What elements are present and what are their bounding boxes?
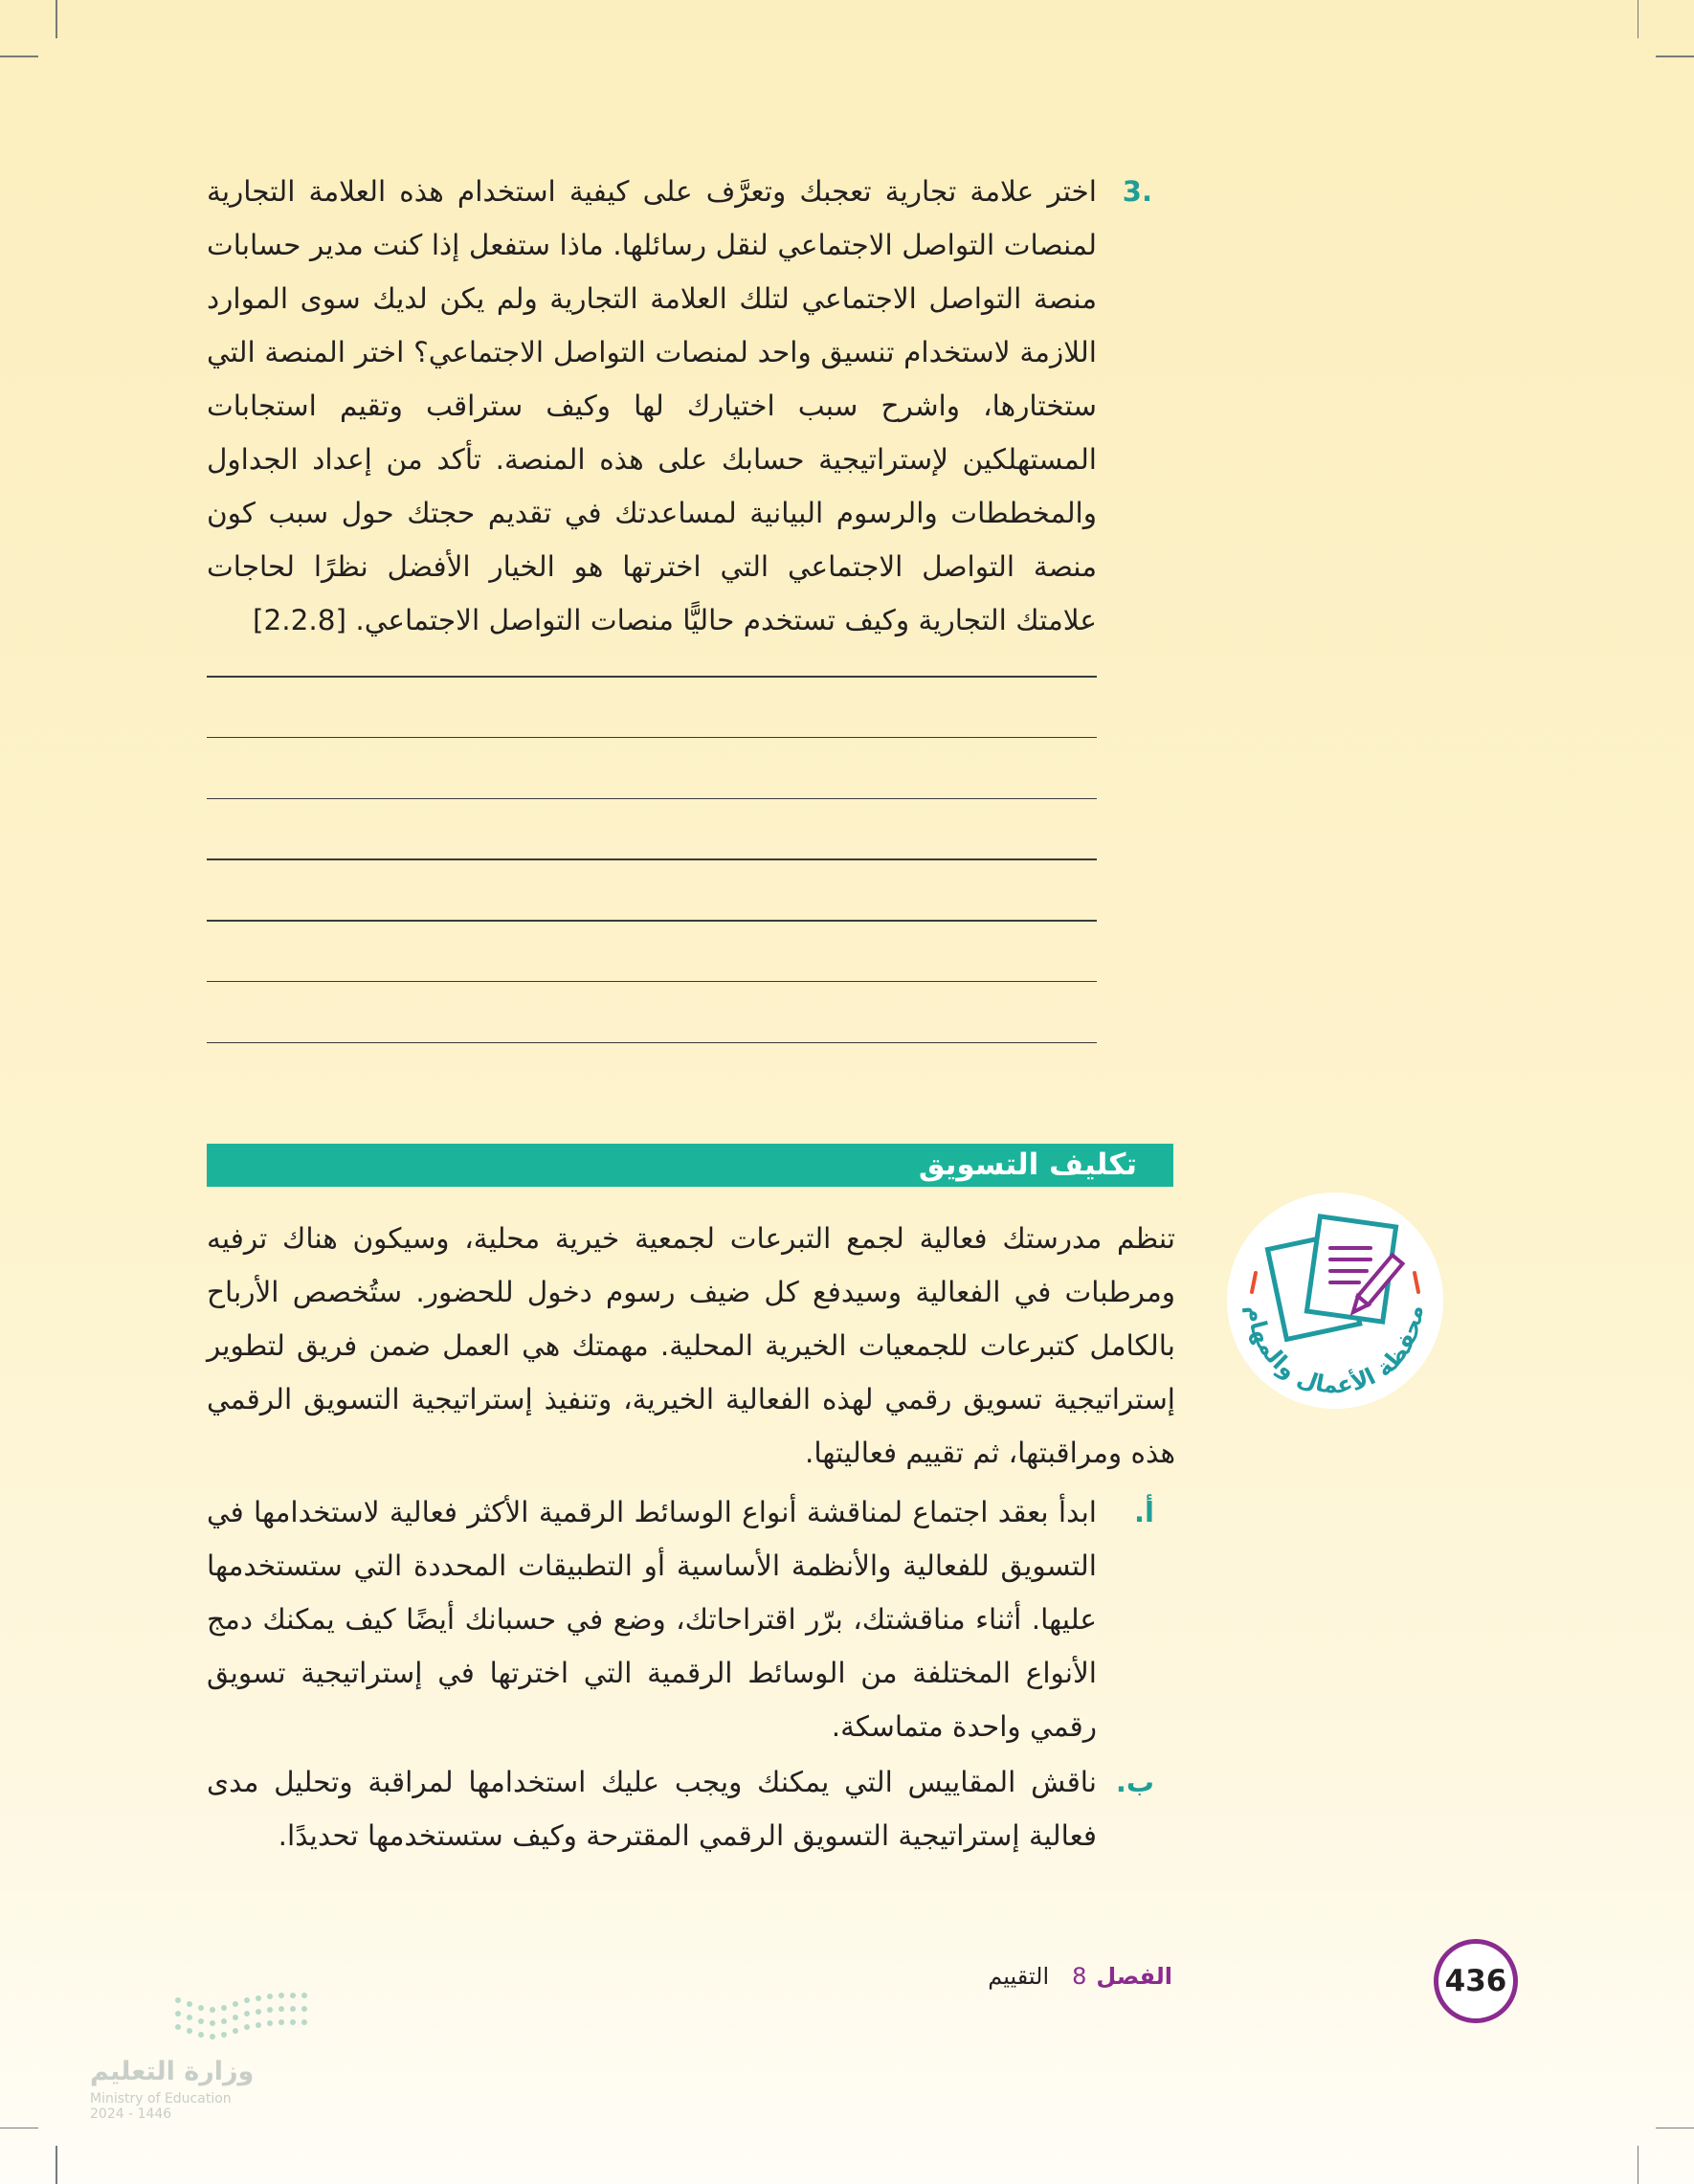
- question-number: .3: [1122, 175, 1152, 208]
- ministry-dots-icon: [98, 1991, 327, 2048]
- crop-mark: [1638, 0, 1639, 38]
- item-text: ابدأ بعقد اجتماع لمناقشة أنواع الوسائط الرقمية الأكثر فعالية لاستخدامها في التسويق للفعالية والأنظمة الأساسية أو التطبيقات المحددة التي ستستخدمها عليها. أثناء مناقشتك، برّر اقتراحاتك، وضع في حسبانك أيضًا كيف يمكنك دمج الأنواع المختلفة من الوسائط الرقمية التي اخترتها في إستراتيجية تسويق رقمي واحدة متماسكة.: [207, 1496, 1097, 1743]
- portfolio-icon: [1227, 1192, 1443, 1409]
- crop-mark: [1656, 56, 1694, 57]
- item-text: ناقش المقاييس التي يمكنك ويجب عليك استخدامها لمراقبة وتحليل مدى فعالية إستراتيجية التسويق الرقمي المقترحة وكيف ستستخدمها تحديدًا.: [207, 1766, 1097, 1852]
- question-3: [207, 165, 1152, 647]
- question-text: اختر علامة تجارية تعجبك وتعرَّف على كيفية استخدام هذه العلامة التجارية لمنصات التواصل الاجتماعي لنقل رسائلها. ماذا ستفعل إذا كنت مدير حسابات منصة التواصل الاجتماعي لتلك العلامة التجارية ولم يكن لديك سوى الموارد اللازمة لاستخدام تنسيق واحد لمنصات التواصل الاجتماعي؟ اختر المنصة التي ستختارها، واشرح سبب اختيارك لها وكيف ستراقب وتقيم استجابات المستهلكين لإستراتيجية حسابك على هذه المنصة. تأكد من إعداد الجداول والمخططات والرسوم البيانية لمساعدتك في تقديم حجتك حول سبب كون منصة التواصل الاجتماعي التي اخترتها هو الخيار الأفضل نظرًا لحاجات علامتك التجارية وكيف تستخدم حاليًّا منصات التواصل الاجتماعي. [2.2.8]: [207, 175, 1097, 636]
- item-letter: ب.: [1115, 1766, 1154, 1798]
- section-header: [207, 1144, 1173, 1187]
- crop-mark: [56, 2146, 57, 2184]
- task-item: [207, 1485, 1154, 1753]
- item-letter: أ.: [1134, 1496, 1154, 1528]
- crop-mark: [1638, 2146, 1639, 2184]
- answer-line[interactable]: [207, 676, 1097, 678]
- crop-mark: [56, 0, 57, 38]
- answer-line[interactable]: [207, 737, 1097, 739]
- ministry-logo: [88, 1991, 327, 2134]
- chapter-label: [988, 1960, 1172, 1993]
- task-item: [207, 1755, 1154, 1862]
- ministry-year: 2024 - 1446: [90, 2106, 172, 2122]
- answer-lines[interactable]: [207, 676, 1097, 1103]
- ministry-name: وزارة التعليم: [90, 2057, 255, 2086]
- section-title: تكليف التسويق: [918, 1148, 1137, 1182]
- crop-mark: [1656, 2128, 1694, 2129]
- crop-mark: [0, 2128, 38, 2129]
- chapter-title: التقييم: [988, 1963, 1050, 1990]
- portfolio-badge: [1227, 1192, 1443, 1409]
- answer-line[interactable]: [207, 858, 1097, 860]
- badge-label: محفظة الأعمال والمهام: [1241, 1304, 1429, 1399]
- assignment-intro: تنظم مدرستك فعالية لجمع التبرعات لجمعية خيرية محلية، وسيكون هناك ترفيه ومرطبات في الفعالية وسيدفع كل ضيف رسوم دخول للحضور. ستُخصص الأرباح بالكامل كتبرعات للجمعيات الخيرية المحلية. مهمتك هي العمل ضمن فريق لتطوير إستراتيجية تسويق رقمي لهذه الفعالية الخيرية، وتنفيذ إستراتيجية التسويق الرقمي هذه ومراقبتها، ثم تقييم فعاليتها.: [207, 1222, 1175, 1469]
- answer-line[interactable]: [207, 798, 1097, 800]
- crop-mark: [0, 56, 38, 57]
- answer-line[interactable]: [207, 981, 1097, 983]
- ministry-name-en: Ministry of Education: [90, 2091, 232, 2106]
- page-number: 436: [1434, 1939, 1518, 2023]
- chapter-word: الفصل: [1096, 1963, 1172, 1990]
- answer-line[interactable]: [207, 920, 1097, 922]
- answer-line[interactable]: [207, 1042, 1097, 1044]
- chapter-number: 8: [1072, 1963, 1087, 1990]
